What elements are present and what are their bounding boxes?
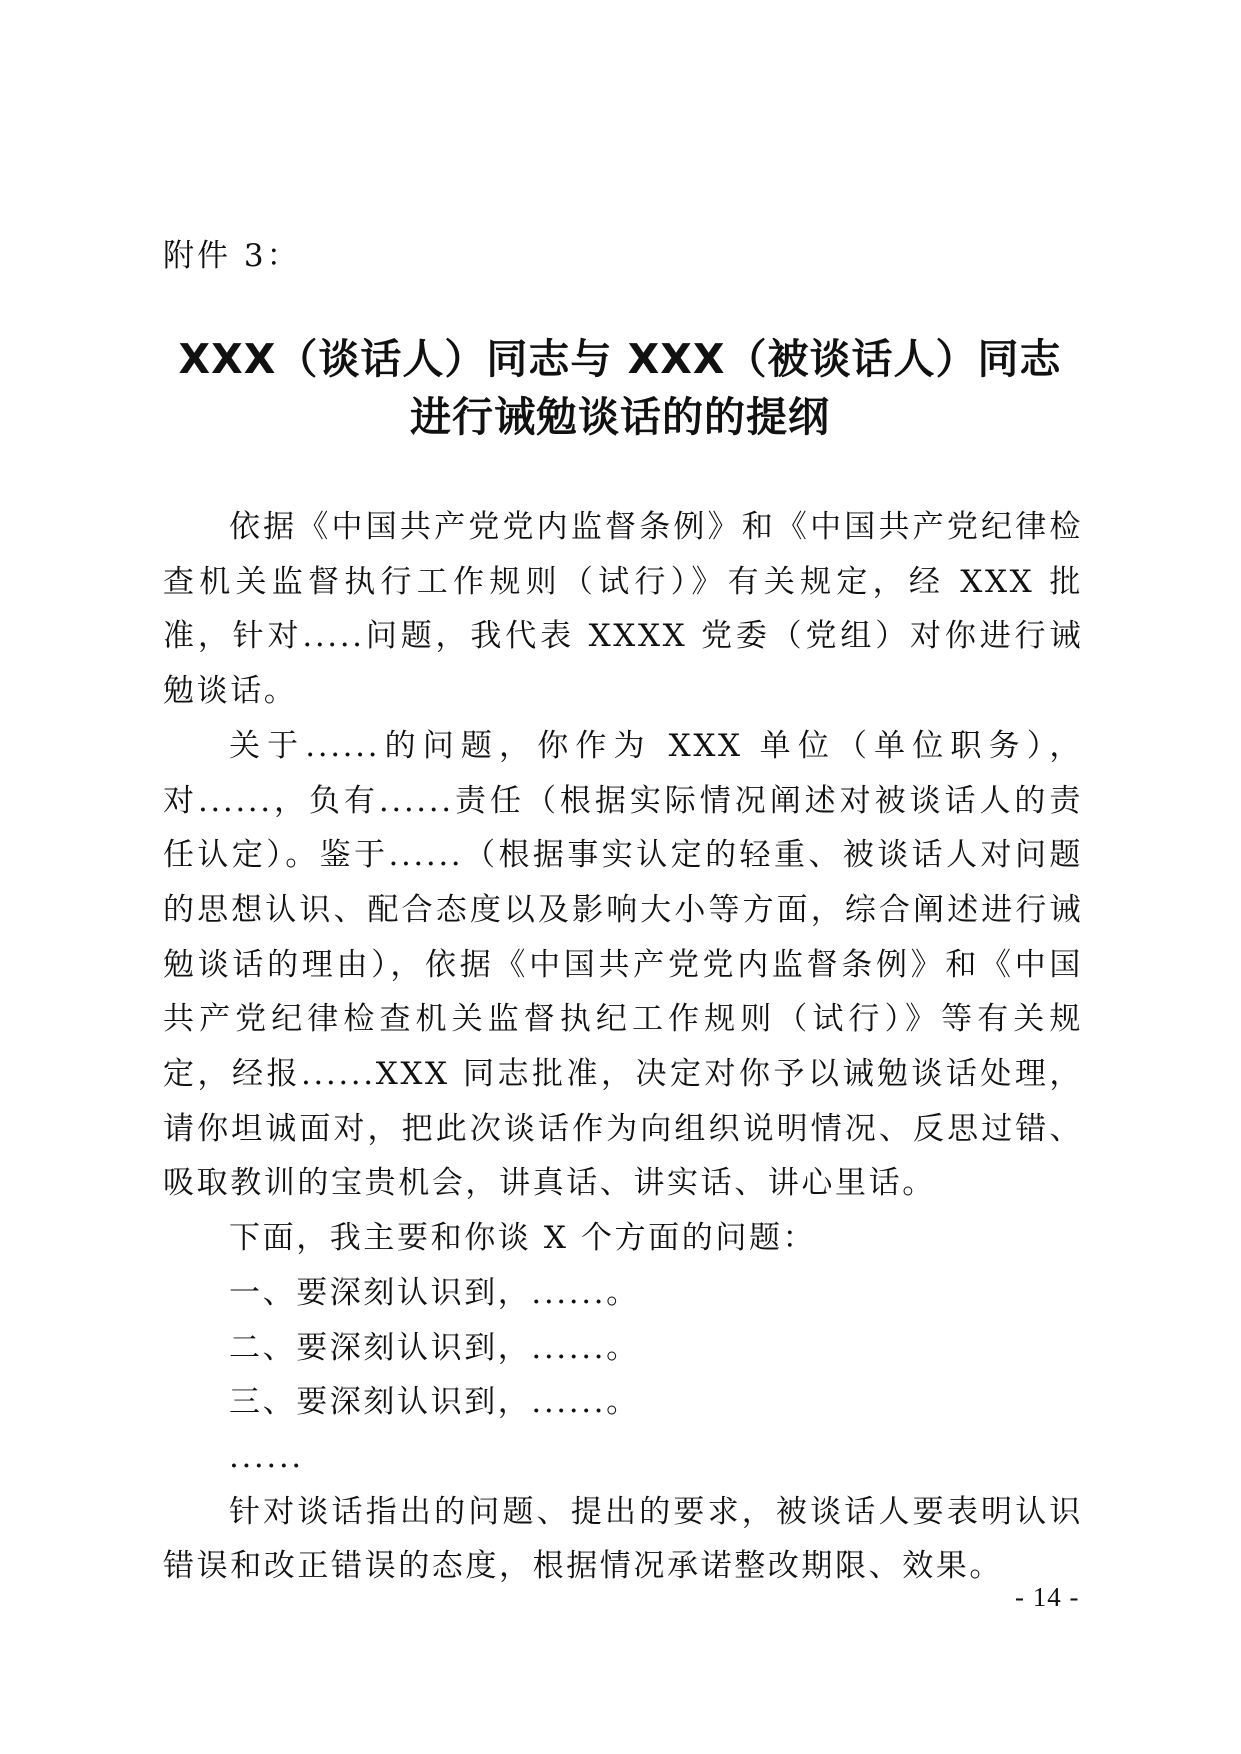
paragraph-basis: 依据《中国共产党党内监督条例》和《中国共产党纪律检查机关监督执行工作规则（试行）》有关规定，经 XXX 批准，针对.....问题，我代表 XXXX 党委（党组）对你进行诫勉谈话。	[163, 509, 1083, 710]
page-number: - 14 -	[1015, 1582, 1080, 1612]
paragraph-closing: 针对谈话指出的问题、提出的要求，被谈话人要表明认识错误和改正错误的态度，根据情况承诺整改期限、效果。	[163, 1493, 1083, 1585]
list-item-point-1: 一、要深刻认识到，......。	[229, 1274, 640, 1311]
document-title-line-1: XXX（谈话人）同志与 XXX（被谈话人）同志	[178, 335, 1062, 383]
paragraph-responsibility: 关于......的问题，你作为 XXX 单位（单位职务），对......，负有......责任（根据实际情况阐述对被谈话人的责任认定）。鉴于......（根据事实认定的轻重、被谈话人对问题的思想认识、配合态度以及影响大小等方面，综合阐述进行诫勉谈话的理由），依据《中国共产党党内监督条例》和《中国共产党纪律检查机关监督执纪工作规则（试行）》等有关规定，经报......XXX 同志批准，决定对你予以诫勉谈话处理，请你坦诚面对，把此次谈话作为向组织说明情况、反思过错、吸取教训的宝贵机会，讲真话、讲实话、讲心里话。	[163, 727, 1083, 1202]
document-title-line-2: 进行诫勉谈话的的提纲	[410, 393, 830, 441]
list-item-point-2: 二、要深刻认识到，......。	[229, 1329, 640, 1366]
document-body	[163, 500, 1083, 1594]
attachment-label: 附件 3：	[163, 238, 301, 274]
ellipsis-line: ......	[229, 1438, 304, 1475]
list-item-point-3: 三、要深刻认识到，......。	[229, 1384, 640, 1421]
paragraph-intro-points: 下面，我主要和你谈 X 个方面的问题：	[229, 1220, 817, 1257]
